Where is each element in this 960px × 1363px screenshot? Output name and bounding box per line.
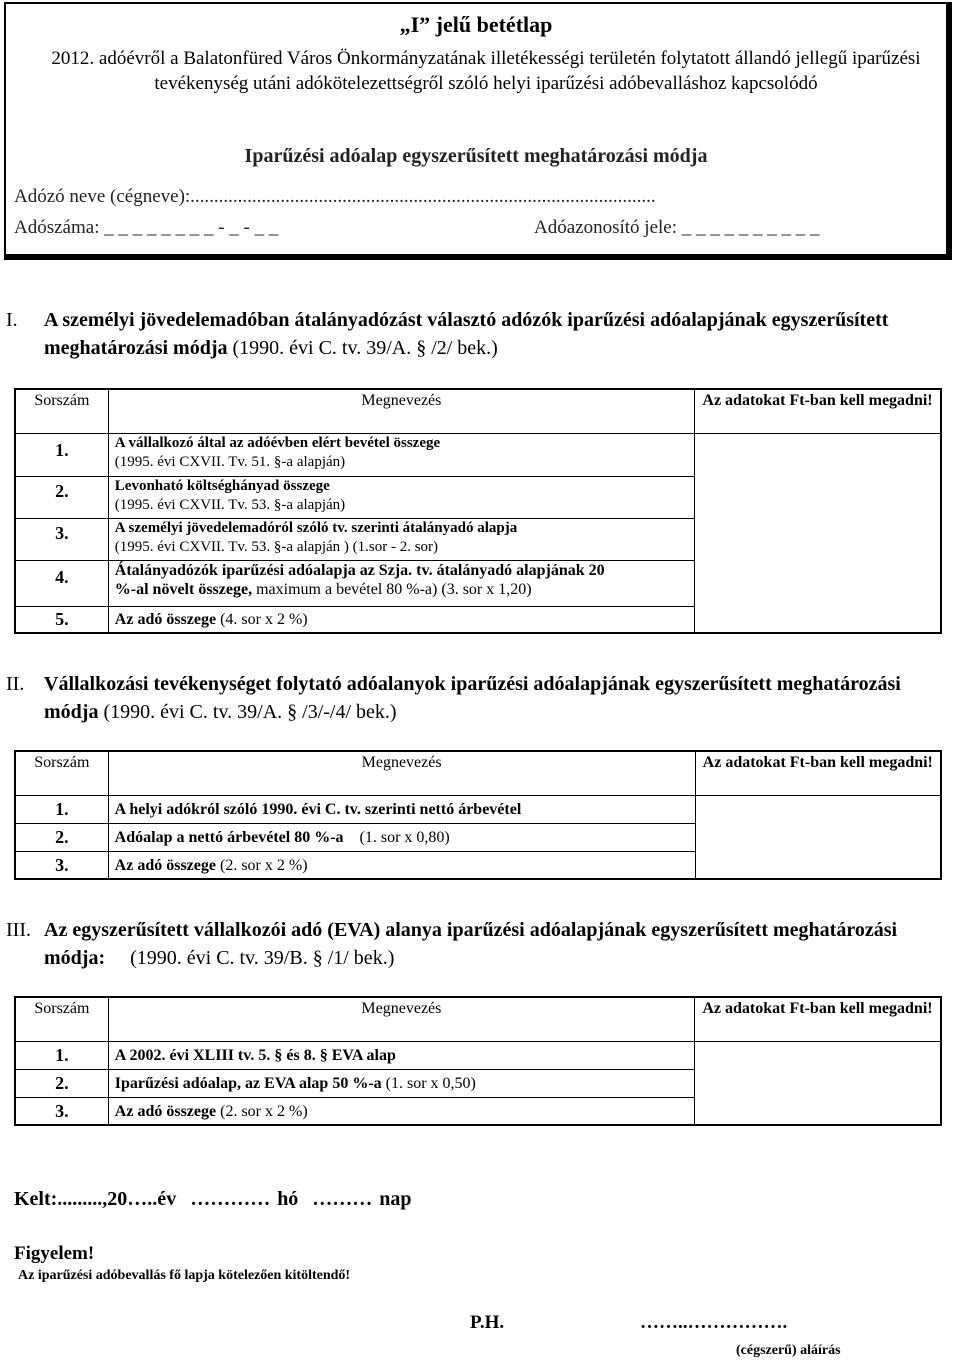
signature-label: (cégszerű) aláírás bbox=[736, 1343, 841, 1358]
row-label bbox=[108, 606, 694, 633]
row-label bbox=[108, 560, 694, 606]
row-label bbox=[108, 476, 694, 518]
row-label-ref: (4. sor x 2 %) bbox=[216, 610, 308, 628]
row-number: 1. bbox=[15, 1041, 108, 1069]
section-1-title-ref: (1990. évi C. tv. 39/A. § /2/ bek.) bbox=[227, 337, 498, 359]
table-row bbox=[15, 433, 941, 476]
section-3-title-bold: Az egyszerűsített vállalkozói adó (EVA) alanya iparűzési adóalapjának egyszerűsített meghatározási módja: bbox=[44, 919, 903, 969]
section-1-heading bbox=[6, 306, 946, 366]
warning-title: Figyelem! bbox=[14, 1243, 95, 1264]
amount-input-column[interactable] bbox=[695, 433, 941, 633]
col-header-amount: Az adatokat Ft-ban kell megadni! bbox=[695, 389, 941, 433]
section-3-heading bbox=[6, 916, 946, 976]
row-label bbox=[108, 1069, 694, 1097]
date-line[interactable]: Kelt:.........,20…..év ………… hó ……… nap bbox=[14, 1188, 412, 1210]
row-label-line2: (1995. évi CXVII. Tv. 53. §-a alapján) bbox=[114, 496, 346, 513]
row-label-bold: A helyi adókról szóló 1990. évi C. tv. szerinti nettó árbevétel bbox=[114, 800, 522, 818]
row-number: 4. bbox=[15, 560, 108, 606]
section-3-table bbox=[14, 996, 942, 1126]
tax-number-field[interactable]: Adószáma: _ _ _ _ _ _ _ _ - _ - _ _ bbox=[14, 217, 279, 238]
row-label-bold: Az adó összege bbox=[114, 610, 217, 628]
amount-input-column[interactable] bbox=[695, 1041, 942, 1125]
section-2-heading bbox=[6, 670, 946, 730]
row-label bbox=[108, 1097, 694, 1125]
col-header-number: Sorszám bbox=[15, 997, 108, 1041]
row-label-line1: A személyi jövedelemadóról szóló tv. szerinti átalányadó alapja bbox=[114, 519, 518, 536]
row-number: 3. bbox=[15, 851, 108, 879]
section-2-number: II. bbox=[6, 673, 25, 695]
section-2-title-ref: (1990. évi C. tv. 39/A. § /3/-/4/ bek.) bbox=[98, 701, 397, 723]
section-1-title bbox=[44, 306, 924, 362]
stamp-placeholder: P.H. bbox=[470, 1312, 505, 1333]
header-box bbox=[4, 2, 952, 260]
section-2-table bbox=[14, 750, 942, 880]
row-label bbox=[108, 823, 695, 851]
row-label-ref: (1. sor x 0,50) bbox=[381, 1074, 476, 1092]
row-label-bold: Az adó összege bbox=[114, 1102, 217, 1120]
table-row bbox=[15, 795, 941, 823]
form-intro: 2012. adóévről a Balatonfüred Város Önkormányzatának illetékességi területén folytatott állandó jellegű iparűzési tevékenység utáni adókötelezettségről szóló helyi iparűzési adóbevalláshoz kapcsolódó bbox=[51, 48, 921, 94]
row-label-line2-ref: maximum a bevétel 80 %-a) (3. sor x 1,20) bbox=[252, 580, 532, 598]
row-label-ref: (1. sor x 0,80) bbox=[343, 828, 450, 846]
table-header-row bbox=[15, 751, 941, 795]
section-1-number: I. bbox=[6, 309, 18, 331]
section-1-table bbox=[14, 388, 942, 634]
section-3-title bbox=[44, 916, 924, 972]
row-label bbox=[108, 795, 695, 823]
signature-line[interactable]: ……..……………. bbox=[640, 1312, 788, 1333]
table-row bbox=[15, 1041, 941, 1069]
row-label bbox=[108, 851, 695, 879]
col-header-name: Megnevezés bbox=[108, 997, 694, 1041]
col-header-name: Megnevezés bbox=[108, 389, 694, 433]
row-label-bold: Iparűzési adóalap, az EVA alap 50 %-a bbox=[114, 1074, 382, 1092]
row-label-line2-bold: %-al növelt összege, bbox=[114, 580, 253, 598]
row-label bbox=[108, 518, 694, 560]
row-number: 3. bbox=[15, 1097, 108, 1125]
row-label-bold: Adóalap a nettó árbevétel 80 %-a bbox=[114, 828, 344, 846]
section-2-title-bold: Vállalkozási tevékenységet folytató adóalanyok iparűzési adóalapjának egyszerűsített meghatározási módja bbox=[44, 673, 901, 723]
tax-id-field[interactable]: Adóazonosító jele: _ _ _ _ _ _ _ _ _ _ bbox=[534, 217, 820, 238]
row-label-ref: (2. sor x 2 %) bbox=[215, 856, 308, 874]
col-header-number: Sorszám bbox=[15, 389, 108, 433]
row-number: 5. bbox=[15, 606, 108, 633]
col-header-amount: Az adatokat Ft-ban kell megadni! bbox=[695, 997, 942, 1041]
row-label-line1: Levonható költséghányad összege bbox=[114, 477, 330, 494]
row-number: 2. bbox=[15, 1069, 108, 1097]
table-header-row bbox=[15, 389, 941, 433]
col-header-name: Megnevezés bbox=[108, 751, 695, 795]
section-3-number: III. bbox=[6, 919, 31, 941]
form-subtitle: Iparűzési adóalap egyszerűsített meghatározási módja bbox=[244, 145, 708, 167]
section-1-title-bold: A személyi jövedelemadóban átalányadózást választó adózók iparűzési adóalapjának egyszerűsített meghatározási módja bbox=[44, 309, 889, 359]
row-number: 2. bbox=[15, 823, 108, 851]
row-number: 1. bbox=[15, 433, 108, 476]
form-title: „I” jelű betétlap bbox=[399, 12, 553, 37]
row-label-line1: Átalányadózók iparűzési adóalapja az Szja. tv. átalányadó alapjának 20 bbox=[114, 561, 605, 579]
section-3-title-ref: (1990. évi C. tv. 39/B. § /1/ bek.) bbox=[105, 947, 395, 969]
row-number: 2. bbox=[15, 476, 108, 518]
row-label bbox=[108, 1041, 694, 1069]
row-label-ref: (2. sor x 2 %) bbox=[216, 1102, 308, 1120]
row-number: 3. bbox=[15, 518, 108, 560]
row-label-line2: (1995. évi CXVII. Tv. 53. §-a alapján ) (1.sor - 2. sor) bbox=[114, 538, 439, 555]
section-2-title bbox=[44, 670, 924, 726]
col-header-number: Sorszám bbox=[15, 751, 108, 795]
amount-input-column[interactable] bbox=[695, 795, 941, 879]
row-label bbox=[108, 433, 694, 476]
row-label-bold: Az adó összege bbox=[114, 856, 216, 874]
row-label-line2: (1995. évi CXVII. Tv. 51. §-a alapján) bbox=[114, 453, 346, 470]
taxpayer-name-field[interactable]: Adózó neve (cégneve):.................................................................................................. bbox=[14, 186, 656, 207]
warning-text: Az iparűzési adóbevallás fő lapja kötelezően kitöltendő! bbox=[18, 1268, 351, 1283]
row-number: 1. bbox=[15, 795, 108, 823]
row-label-bold: A 2002. évi XLIII tv. 5. § és 8. § EVA alap bbox=[114, 1046, 396, 1064]
table-header-row bbox=[15, 997, 941, 1041]
col-header-amount: Az adatokat Ft-ban kell megadni! bbox=[695, 751, 941, 795]
row-label-line1: A vállalkozó által az adóévben elért bevétel összege bbox=[114, 434, 441, 451]
